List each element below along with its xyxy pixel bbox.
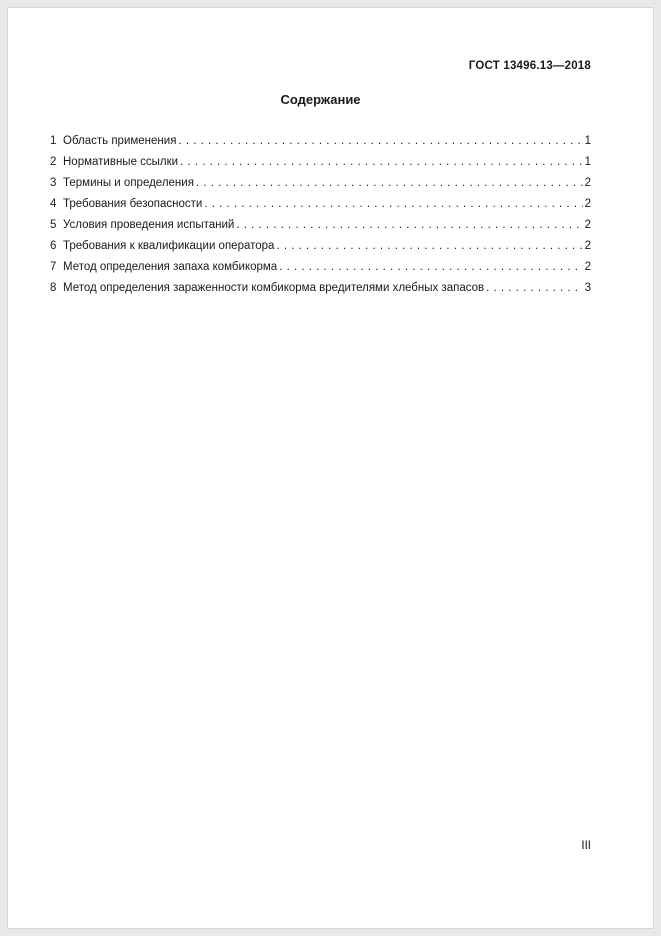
toc-entry bbox=[50, 131, 591, 152]
document-number: ГОСТ 13496.13—2018 bbox=[468, 60, 591, 72]
toc-entry bbox=[50, 236, 591, 257]
page-content bbox=[8, 8, 653, 928]
toc-entry bbox=[50, 215, 591, 236]
dot-leader bbox=[204, 194, 582, 215]
toc-list bbox=[50, 131, 591, 299]
toc-entry-title: Область применения bbox=[63, 135, 177, 147]
toc-entry-page: 1 bbox=[584, 156, 591, 168]
toc-entry-title: Метод определения зараженности комбикорма вредителями хлебных запасов bbox=[63, 282, 485, 294]
toc-entry-number: 5 bbox=[50, 219, 57, 231]
dot-leader bbox=[279, 257, 582, 278]
toc-entry-number: 6 bbox=[50, 240, 57, 252]
toc-entry-page: 2 bbox=[584, 261, 591, 273]
toc-entry-page: 3 bbox=[584, 282, 591, 294]
toc-entry-number: 7 bbox=[50, 261, 57, 273]
toc-entry bbox=[50, 152, 591, 173]
toc-entry-title: Метод определения запаха комбикорма bbox=[63, 261, 278, 273]
toc-entry-page: 2 bbox=[584, 198, 591, 210]
dot-leader bbox=[196, 173, 583, 194]
toc-entry-title: Требования к квалификации оператора bbox=[63, 240, 275, 252]
toc-entry-page: 1 bbox=[584, 135, 591, 147]
dot-leader bbox=[180, 152, 583, 173]
toc-entry-page: 2 bbox=[584, 240, 591, 252]
toc-entry-title: Требования безопасности bbox=[63, 198, 203, 210]
toc-entry bbox=[50, 194, 591, 215]
dot-leader bbox=[236, 215, 582, 236]
document-page bbox=[7, 7, 654, 929]
toc-entry-page: 2 bbox=[584, 219, 591, 231]
toc-entry-number: 4 bbox=[50, 198, 57, 210]
toc-entry-number: 8 bbox=[50, 282, 57, 294]
page-title: Содержание bbox=[280, 92, 361, 107]
toc-entry bbox=[50, 278, 591, 299]
dot-leader bbox=[276, 236, 582, 257]
toc-entry bbox=[50, 257, 591, 278]
folio-page-number: III bbox=[581, 840, 591, 852]
dot-leader bbox=[178, 131, 582, 152]
toc-entry-number: 1 bbox=[50, 135, 57, 147]
toc-entry-number: 3 bbox=[50, 177, 57, 189]
dot-leader bbox=[486, 278, 582, 299]
toc-entry-title: Условия проведения испытаний bbox=[63, 219, 235, 231]
toc-entry bbox=[50, 173, 591, 194]
toc-entry-title: Термины и определения bbox=[63, 177, 194, 189]
toc-entry-title: Нормативные ссылки bbox=[63, 156, 179, 168]
toc-entry-page: 2 bbox=[584, 177, 591, 189]
toc-entry-number: 2 bbox=[50, 156, 57, 168]
